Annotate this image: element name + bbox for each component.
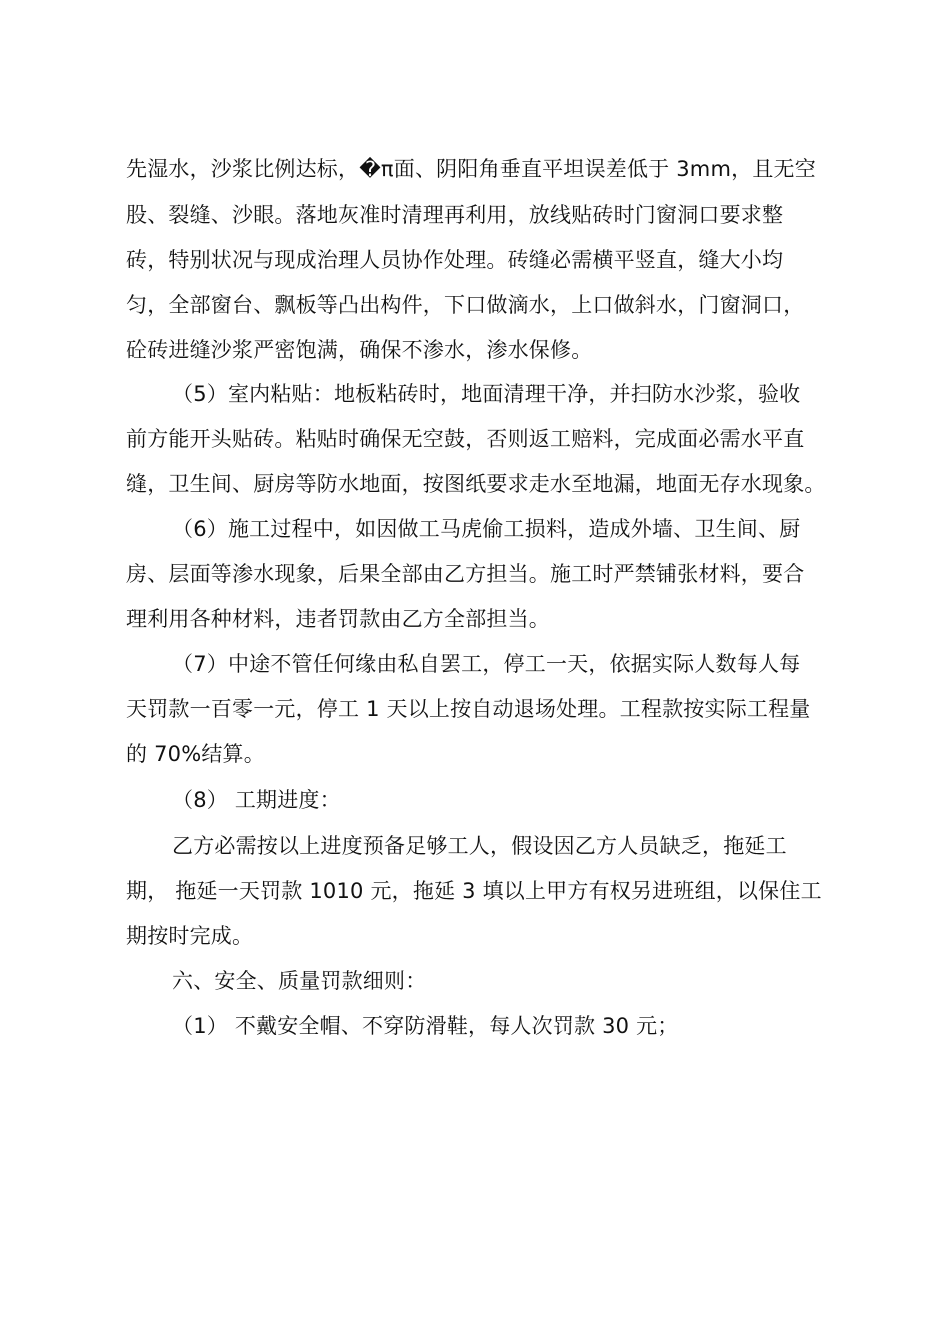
paragraph-6-start: （6）施工过程中，如因做工马虎偷工损料，造成外墙、卫生间、厨: [172, 517, 801, 541]
text-line: 股、裂缝、沙眼。落地灰准时清理再利用，放线贴砖时门窗洞口要求整: [126, 203, 784, 227]
text-line: 缝，卫生间、厨房等防水地面，按图纸要求走水至地漏，地面无存水现象。: [126, 472, 826, 496]
penalty-item-1: （1） 不戴安全帽、不穿防滑鞋，每人次罚款 30 元；: [172, 1014, 679, 1038]
text-line: 匀，全部窗台、飘板等凸出构件，下口做滴水，上口做斜水，门窗洞口，: [126, 293, 805, 317]
text-line: 砼砖进缝沙浆严密饱满，确保不渗水，渗水保修。: [126, 338, 593, 362]
text-line: 期， 拖延一天罚款 1010 元，拖延 3 填以上甲方有权另进班组，以保住工: [126, 879, 822, 903]
text-line: 前方能开头贴砖。粘贴时确保无空鼓，否则返工赔料，完成面必需水平直: [126, 427, 805, 451]
text-line: 理利用各种材料，违者罚款由乙方全部担当。: [126, 607, 550, 631]
paragraph-5-start: （5）室内粘贴：地板粘砖时，地面清理干净，并扫防水沙浆，验收: [172, 382, 801, 406]
section-6-heading: 六、安全、质量罚款细则：: [172, 969, 427, 993]
text-line: 砖，特别状况与现成治理人员协作处理。砖缝必需横平竖直，缝大小均: [126, 248, 784, 272]
text-line: 天罚款一百零一元，停工 1 天以上按自动退场处理。工程款按实际工程量: [126, 697, 811, 721]
text-line: 先湿水，沙浆比例达标，�π面、阴阳角垂直平坦误差低于 3mm，且无空: [126, 157, 816, 181]
text-line: 房、层面等渗水现象，后果全部由乙方担当。施工时严禁铺张材料，要合: [126, 562, 805, 586]
text-line: 期按时完成。: [126, 924, 254, 948]
schedule-paragraph-start: 乙方必需按以上进度预备足够工人，假设因乙方人员缺乏，拖延工: [172, 834, 787, 858]
paragraph-8-heading: （8） 工期进度：: [172, 788, 341, 812]
text-line: 的 70%结算。: [126, 742, 265, 766]
paragraph-7-start: （7）中途不管任何缘由私自罢工，停工一天，依据实际人数每人每: [172, 652, 801, 676]
